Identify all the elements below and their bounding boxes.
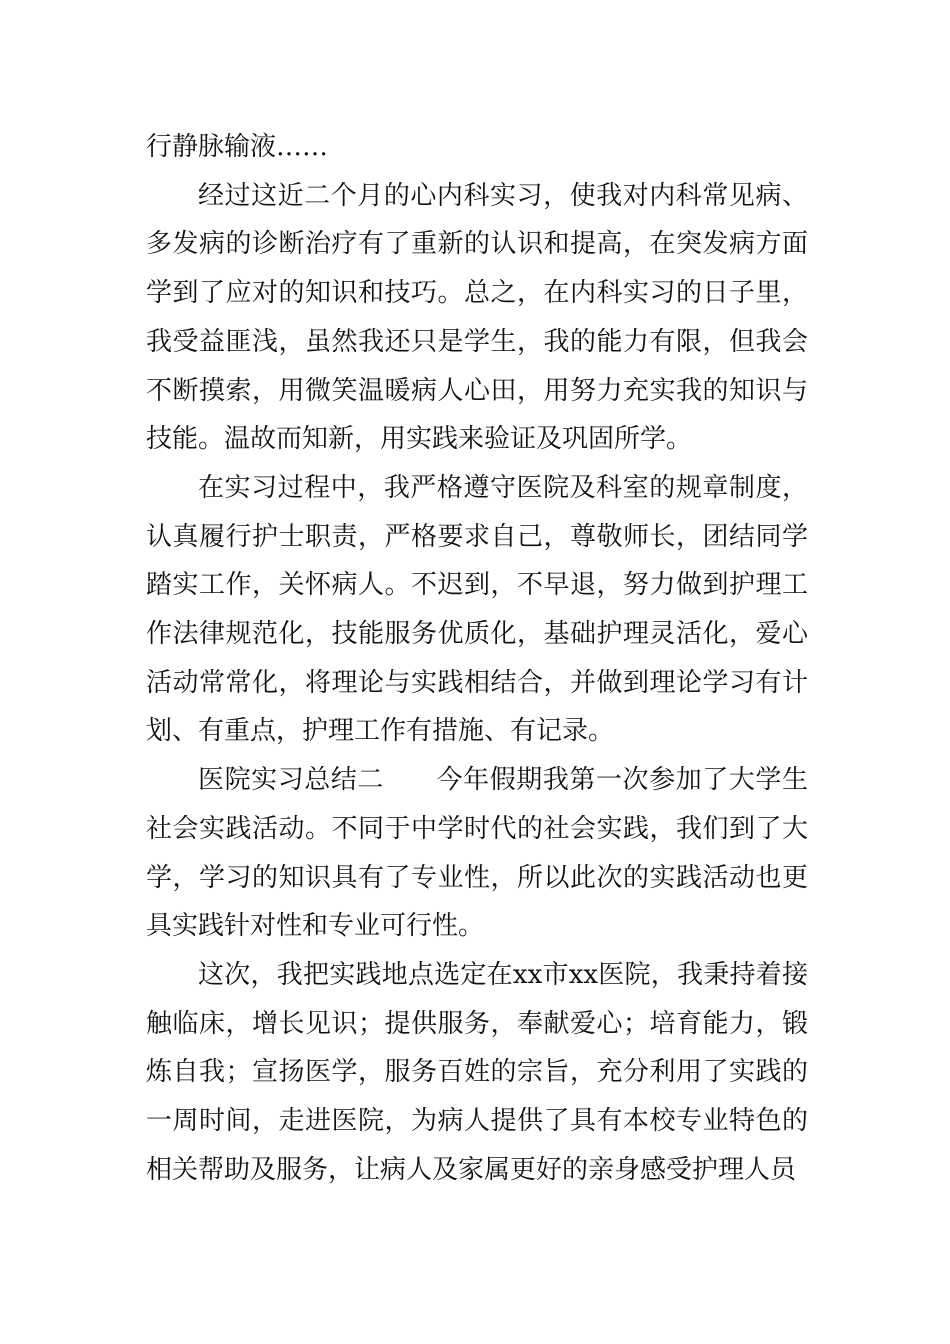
paragraph-text: 这次，我把实践地点选定在xx市xx医院，我秉持着接触临床，增长见识；提供服务，奉献爱心；培育能力，锻炼自我；宣扬医学，服务百姓的宗旨，充分利用了实践的一周时间，走进医院，为病人提供了具有本校专业特色的相关帮助及服务，让病人及家属更好的亲身感受护理人员 <box>146 959 808 1185</box>
paragraph-text: 行静脉输液…… <box>146 132 329 162</box>
paragraph-3 <box>146 464 808 756</box>
paragraph-4 <box>146 756 808 951</box>
paragraph-text: 经过这近二个月的心内科实习，使我对内科常见病、多发病的诊断治疗有了重新的认识和提高，在突发病方面学到了应对的知识和技巧。总之，在内科实习的日子里，我受益匪浅，虽然我还只是学生，我的能力有限，但我会不断摸索，用微笑温暖病人心田，用努力充实我的知识与技能。温故而知新，用实践来验证及巩固所学。 <box>146 180 808 455</box>
document-body <box>146 123 808 1194</box>
paragraph-2 <box>146 172 808 464</box>
paragraph-5 <box>146 951 808 1195</box>
paragraph-text: 在实习过程中，我严格遵守医院及科室的规章制度，认真履行护士职责，严格要求自己，尊敬师长，团结同学踏实工作，关怀病人。不迟到，不早退，努力做到护理工作法律规范化，技能服务优质化，基础护理灵活化，爱心活动常常化，将理论与实践相结合，并做到理论学习有计划、有重点，护理工作有措施、有记录。 <box>146 472 808 747</box>
paragraph-text: 今年假期我第一次参加了大学生社会实践活动。不同于中学时代的社会实践，我们到了大学，学习的知识具有了专业性，所以此次的实践活动也更具实践针对性和专业可行性。 <box>146 765 808 942</box>
paragraph-1 <box>146 123 808 172</box>
section-heading: 医院实习总结二 <box>198 765 384 796</box>
